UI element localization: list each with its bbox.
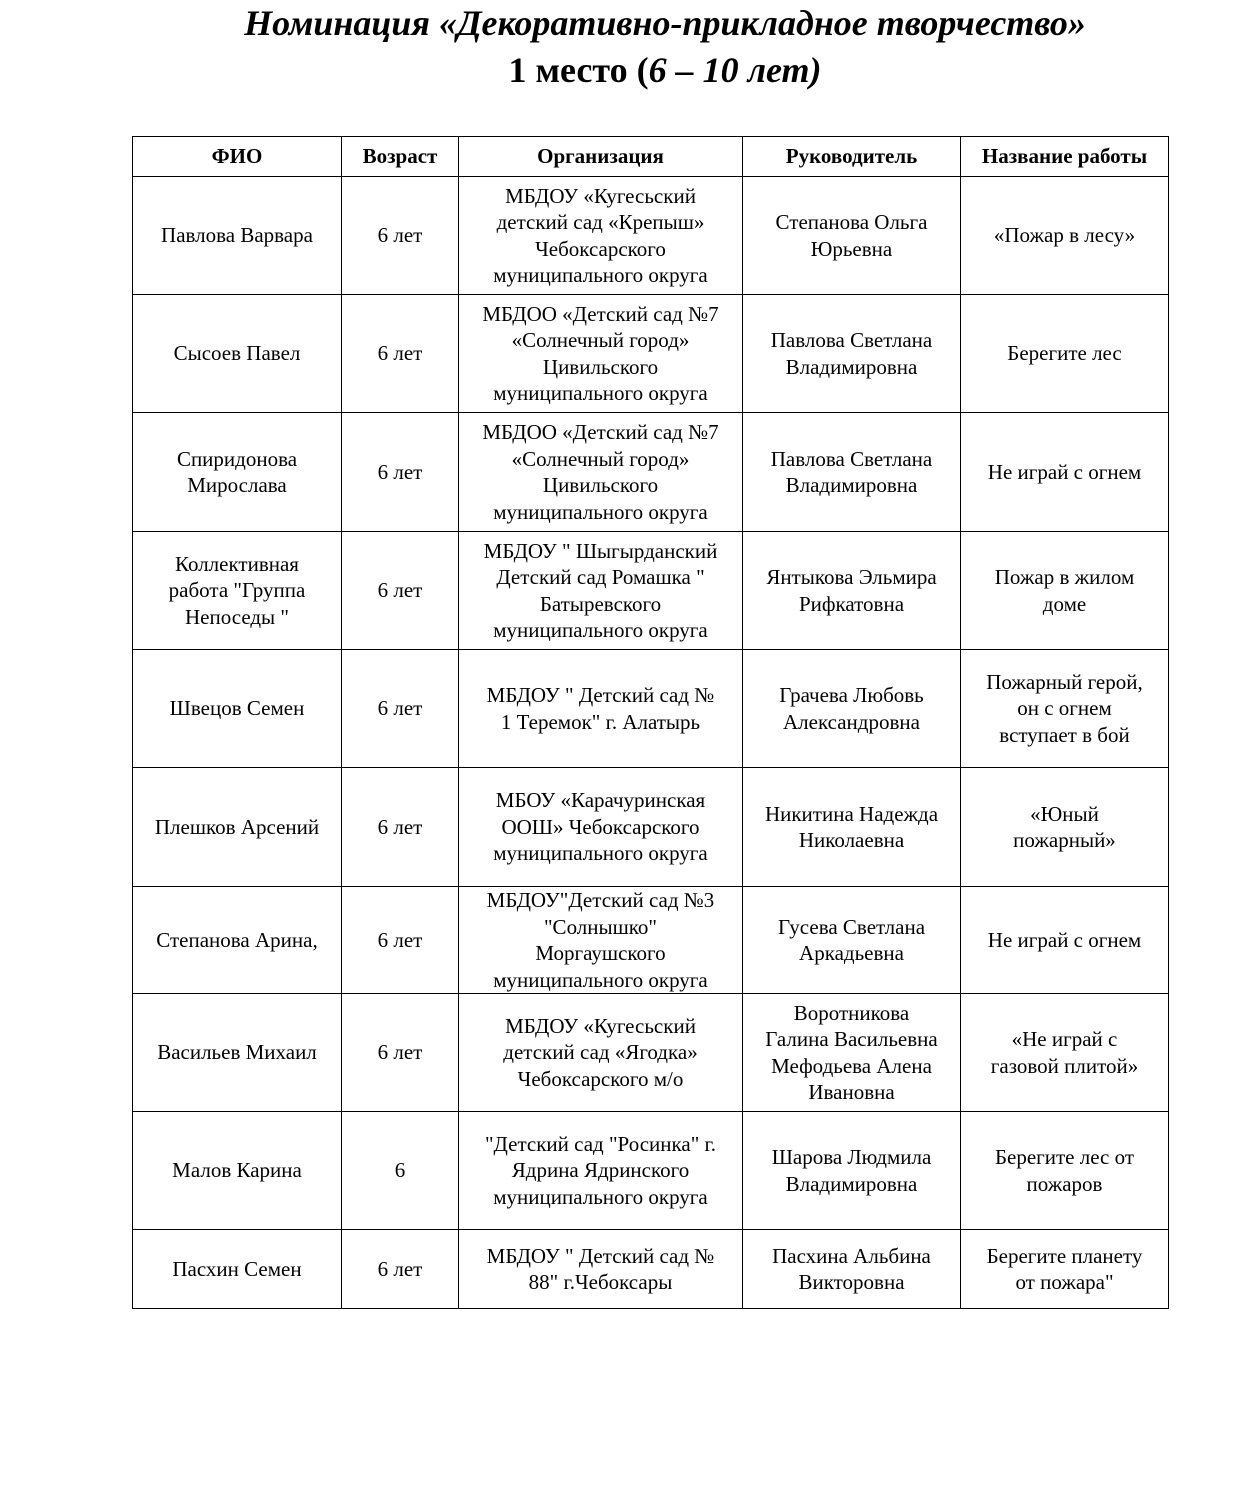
header-row: [133, 137, 1169, 177]
table-body: [133, 177, 1169, 1309]
cell-name: [133, 413, 342, 532]
cell-organization-text: "Детский сад "Росинка" г. Ядрина Ядринского муниципального округа: [484, 1131, 717, 1209]
cell-organization-text: МБДОО «Детский сад №7 «Солнечный город» Цивильского муниципального округа: [482, 301, 719, 405]
header-leader: Руководитель: [743, 137, 961, 177]
cell-leader-text: Павлова Светлана Владимировна: [770, 328, 933, 379]
cell-organization-text: МБОУ «Карачуринская ООШ» Чебоксарского муниципального округа: [493, 788, 708, 866]
cell-work-title-text: Берегите планету от пожара": [986, 1243, 1143, 1294]
cell-leader: [743, 295, 961, 413]
cell-organization: [459, 295, 743, 413]
cell-age-text: 6 лет: [377, 1256, 423, 1281]
cell-leader: [743, 532, 961, 650]
cell-work-title-text: Берегите лес: [1007, 341, 1122, 366]
cell-name: [133, 1112, 342, 1230]
cell-leader-text: Пасхина Альбина Викторовна: [772, 1243, 931, 1294]
header-work-title: Название работы: [961, 137, 1169, 177]
cell-work-title: [961, 532, 1169, 650]
cell-leader: [743, 768, 961, 887]
cell-leader: [743, 887, 961, 994]
cell-age-text: 6 лет: [377, 223, 423, 248]
table-row: [133, 1230, 1169, 1309]
cell-name-text: Пасхин Семен: [172, 1256, 302, 1281]
cell-name: [133, 1230, 342, 1309]
cell-name-text: Малов Карина: [172, 1158, 302, 1183]
cell-organization-text: МБДОУ " Шыгырданский Детский сад Ромашка " Батыревского муниципального округа: [483, 538, 718, 642]
cell-age: [342, 994, 459, 1112]
cell-name-text: Швецов Семен: [169, 696, 305, 721]
cell-leader-text: Степанова Ольга Юрьевна: [775, 210, 928, 261]
table-row: [133, 994, 1169, 1112]
header-age: Возраст: [342, 137, 459, 177]
cell-organization: [459, 1112, 743, 1230]
cell-organization-text: МБДОУ «Кугесьский детский сад «Ягодка» Чебоксарского м/о: [503, 1013, 698, 1091]
cell-age-text: 6 лет: [377, 341, 423, 366]
cell-leader: [743, 177, 961, 295]
place-label: 1 место (: [508, 50, 649, 90]
cell-age-text: 6 лет: [377, 696, 423, 721]
cell-name: [133, 887, 342, 994]
table-row: [133, 1112, 1169, 1230]
cell-leader-text: Грачева Любовь Александровна: [779, 683, 924, 734]
cell-leader-text: Воротникова Галина Васильевна Мефодьева Алена Ивановна: [765, 1000, 938, 1104]
document-title: Номинация «Декоративно-прикладное творчество»: [244, 3, 1086, 43]
table-row: [133, 532, 1169, 650]
cell-name-text: Коллективная работа "Группа Непоседы ": [168, 551, 306, 629]
cell-leader-text: Павлова Светлана Владимировна: [770, 446, 933, 497]
cell-leader: [743, 1230, 961, 1309]
cell-name-text: Васильев Михаил: [157, 1040, 317, 1065]
header-name: ФИО: [133, 137, 342, 177]
table-row: [133, 887, 1169, 994]
cell-organization: [459, 768, 743, 887]
cell-organization: [459, 887, 743, 994]
cell-name-text: Степанова Арина,: [156, 927, 318, 952]
cell-organization-text: МБДОУ " Детский сад № 1 Теремок" г. Алатырь: [486, 683, 715, 734]
cell-age-text: 6 лет: [377, 578, 423, 603]
cell-work-title-text: Берегите лес от пожаров: [994, 1145, 1135, 1196]
cell-age-text: 6: [394, 1158, 406, 1183]
cell-name-text: Павлова Варвара: [161, 223, 313, 248]
cell-name: [133, 994, 342, 1112]
cell-work-title-text: Не играй с огнем: [987, 459, 1142, 484]
header-organization: Организация: [459, 137, 743, 177]
cell-age-text: 6 лет: [377, 927, 423, 952]
cell-name: [133, 295, 342, 413]
cell-work-title-text: «Не играй с газовой плитой»: [990, 1027, 1139, 1078]
table-row: [133, 650, 1169, 768]
cell-work-title-text: Пожарный герой, он с огнем вступает в бой: [986, 669, 1143, 747]
table-row: [133, 295, 1169, 413]
cell-work-title: [961, 1112, 1169, 1230]
cell-work-title: [961, 295, 1169, 413]
cell-work-title-text: Не играй с огнем: [987, 927, 1142, 952]
cell-work-title-text: «Пожар в лесу»: [993, 223, 1136, 248]
cell-work-title: [961, 768, 1169, 887]
cell-name: [133, 177, 342, 295]
cell-work-title-text: Пожар в жилом доме: [994, 565, 1135, 616]
cell-name: [133, 650, 342, 768]
table-row: [133, 768, 1169, 887]
cell-organization: [459, 413, 743, 532]
cell-organization-text: МБДОО «Детский сад №7 «Солнечный город» Цивильского муниципального округа: [482, 420, 719, 524]
cell-organization: [459, 177, 743, 295]
cell-leader-text: Гусева Светлана Аркадьевна: [777, 914, 926, 965]
cell-name: [133, 768, 342, 887]
cell-work-title: [961, 994, 1169, 1112]
cell-work-title: [961, 887, 1169, 994]
cell-age: [342, 1112, 459, 1230]
cell-age-text: 6 лет: [377, 1040, 423, 1065]
cell-work-title: [961, 413, 1169, 532]
cell-age-text: 6 лет: [377, 459, 423, 484]
cell-leader-text: Никитина Надежда Николаевна: [764, 801, 939, 852]
cell-organization-text: МБДОУ " Детский сад № 88" г.Чебоксары: [486, 1243, 715, 1294]
cell-age: [342, 650, 459, 768]
cell-work-title: [961, 650, 1169, 768]
cell-work-title: [961, 177, 1169, 295]
cell-name-text: Сысоев Павел: [173, 341, 301, 366]
cell-age: [342, 532, 459, 650]
cell-name-text: Плешков Арсений: [154, 814, 320, 839]
cell-leader: [743, 650, 961, 768]
cell-leader-text: Янтыкова Эльмира Рифкатовна: [766, 565, 937, 616]
cell-age: [342, 295, 459, 413]
cell-organization-text: МБДОУ «Кугесьский детский сад «Крепыш» Чебоксарского муниципального округа: [493, 183, 708, 287]
cell-organization: [459, 532, 743, 650]
document-subtitle: [0, 49, 1241, 91]
cell-leader: [743, 1112, 961, 1230]
age-range-label: 6 – 10 лет): [648, 50, 822, 90]
cell-leader: [743, 994, 961, 1112]
cell-work-title-text: «Юный пожарный»: [1013, 801, 1116, 852]
cell-organization-text: МБДОУ"Детский сад №3 "Солнышко" Моргаушского муниципального округа: [486, 888, 715, 992]
results-table: [132, 136, 1169, 1309]
cell-name: [133, 532, 342, 650]
cell-leader-text: Шарова Людмила Владимировна: [771, 1145, 932, 1196]
cell-work-title: [961, 1230, 1169, 1309]
cell-age-text: 6 лет: [377, 814, 423, 839]
cell-organization: [459, 1230, 743, 1309]
cell-age: [342, 177, 459, 295]
cell-organization: [459, 994, 743, 1112]
cell-name-text: Спиридонова Мирослава: [176, 446, 298, 497]
table-row: [133, 177, 1169, 295]
table-row: [133, 413, 1169, 532]
cell-age: [342, 887, 459, 994]
cell-leader: [743, 413, 961, 532]
cell-organization: [459, 650, 743, 768]
cell-age: [342, 413, 459, 532]
cell-age: [342, 768, 459, 887]
cell-age: [342, 1230, 459, 1309]
